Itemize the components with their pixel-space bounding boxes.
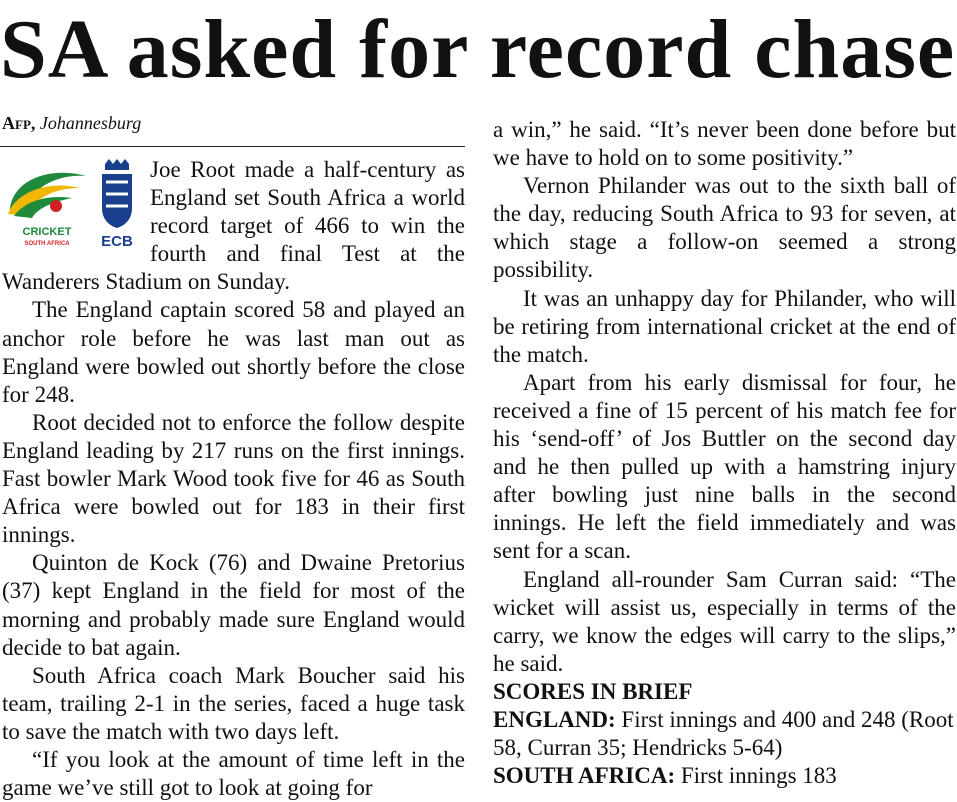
- scores-sa-label: SOUTH AFRICA:: [493, 763, 676, 789]
- paragraph: Vernon Philander was out to the sixth ball of the day, reducing South Africa to 93 for seven, at which stage a follow-on seemed a strong possibility.: [493, 173, 956, 283]
- paragraph: England all-rounder Sam Curran said: “The wicket will assist us, especially in terms of the carry, we know the edges will carry to the slips,” he said.: [493, 566, 956, 676]
- scores-heading: SCORES IN BRIEF: [493, 678, 693, 704]
- byline-divider: [0, 146, 465, 147]
- scores-south-africa: [493, 762, 956, 790]
- column-1: [2, 156, 465, 802]
- paragraph: Root decided not to enforce the follow despite England leading by 217 runs on the first innings. Fast bowler Mark Wood took five for 46 as South Africa were bowled out for 183 in their first innings.: [2, 409, 465, 548]
- paragraph-continuation: a win,” he said. “It’s never been done before but we have to hold on to some positivity.”: [493, 117, 956, 171]
- headline: SA asked for record chase: [0, 3, 956, 96]
- svg-text:ECB: ECB: [101, 233, 133, 250]
- scores-england: [493, 706, 956, 762]
- byline-location: Johannesburg: [39, 113, 142, 133]
- ecb-logo: [97, 158, 137, 250]
- paragraph: “If you look at the amount of time left in the game we’ve still got to look at going for: [2, 746, 465, 801]
- paragraph: The England captain scored 58 and played an anchor role before he was last man out as England were bowled out shortly before the close for 248.: [2, 297, 465, 407]
- scores-sa-text: First innings 183: [675, 763, 837, 789]
- paragraph: South Africa coach Mark Boucher said his team, trailing 2-1 in the series, faced a huge task to save the match with two days left.: [2, 662, 465, 744]
- cricket-south-africa-logo: [2, 162, 92, 248]
- byline-agency: Afp,: [2, 113, 36, 133]
- paragraph: It was an unhappy day for Philander, who will be retiring from international cricket at the end of the match.: [493, 285, 956, 367]
- column-2: [493, 116, 956, 790]
- scores-england-text: First innings and 400 and 248 (Root 58, Curran 35; Hendricks 5-64): [493, 706, 954, 761]
- svg-text:CRICKET: CRICKET: [22, 226, 72, 238]
- paragraph: Apart from his early dismissal for four, he received a fine of 15 percent of his match fee for his ‘send-off’ of Jos Buttler on the second day and he then pulled up with a hamstring injury after bowling just nine balls in the second innings. He left the field immediately and was sent for a scan.: [493, 369, 956, 564]
- paragraph: Joe Root made a half-century as England set South Africa a world record target of 466 to win the fourth and final Test at the Wanderers Stadium on Sunday.: [2, 157, 465, 295]
- byline: [2, 112, 141, 134]
- logos: [2, 158, 142, 258]
- scores-in-brief: [493, 678, 956, 790]
- scores-england-label: ENGLAND:: [493, 706, 616, 732]
- paragraph: Quinton de Kock (76) and Dwaine Pretorius (37) kept England in the field for most of the morning and probably made sure England would decide to bat again.: [2, 550, 465, 660]
- svg-text:SOUTH AFRICA: SOUTH AFRICA: [24, 241, 70, 247]
